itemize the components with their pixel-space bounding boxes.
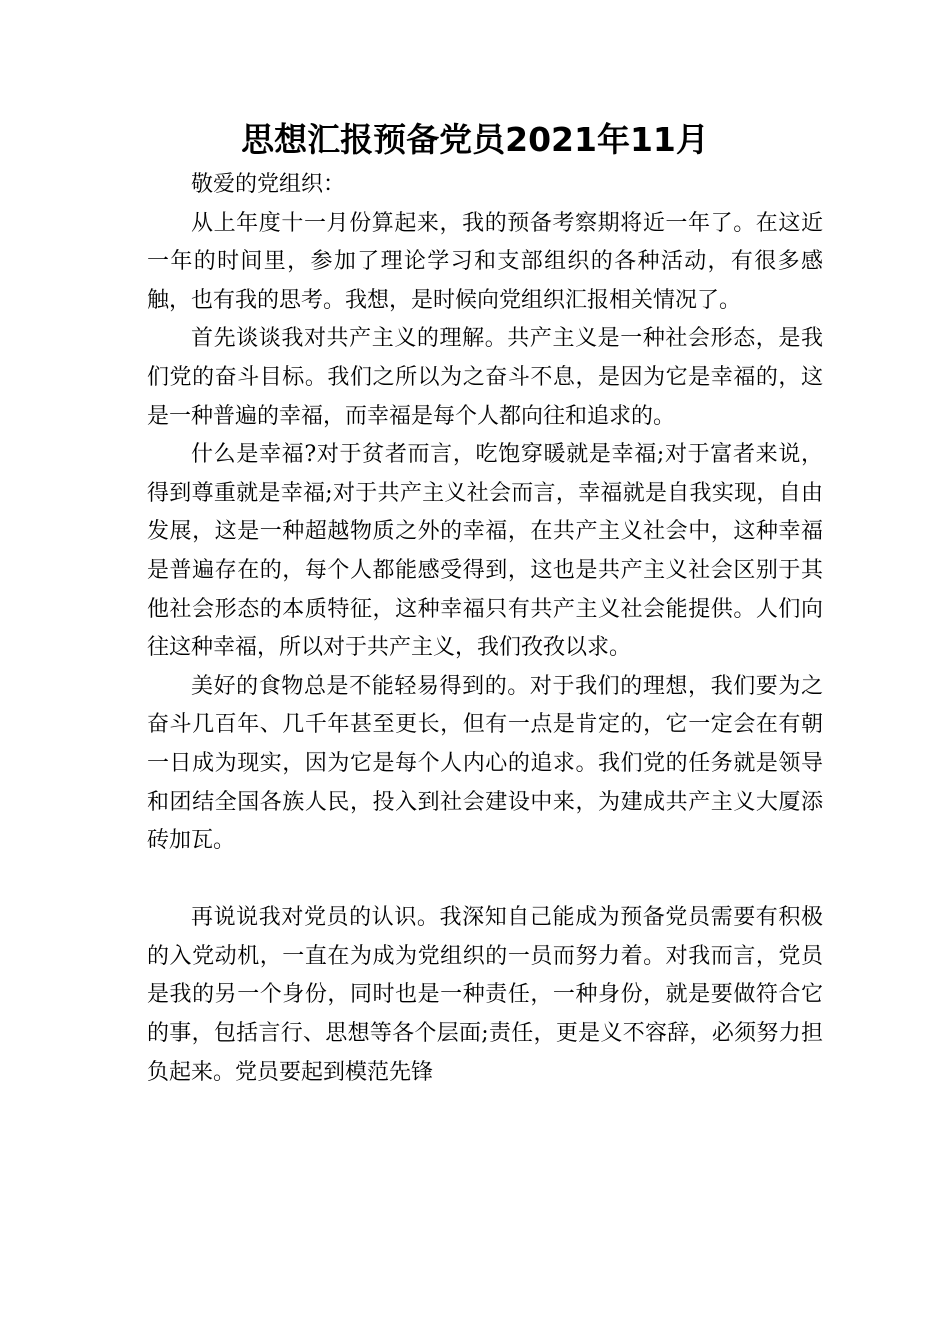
paragraph-1: 从上年度十一月份算起来，我的预备考察期将近一年了。在这近一年的时间里，参加了理论学习和支部组织的各种活动，有很多感触，也有我的思考。我想，是时候向党组织汇报相关情况了。	[147, 210, 823, 313]
paragraph-5: 再说说我对党员的认识。我深知自己能成为预备党员需要有积极的入党动机，一直在为成为党组织的一员而努力着。对我而言，党员是我的另一个身份，同时也是一种责任，一种身份，就是要做符合它的事，包括言行、思想等各个层面;责任，更是义不容辞，必须努力担负起来。党员要起到模范先锋	[147, 905, 823, 1085]
paragraph-spacer	[147, 861, 823, 900]
salutation: 敬爱的党组织：	[191, 172, 346, 197]
document-title: 思想汇报预备党员2021年11月	[241, 120, 709, 159]
paragraph-2: 首先谈谈我对共产主义的理解。共产主义是一种社会形态，是我们党的奋斗目标。我们之所以为之奋斗不息，是因为它是幸福的，这是一种普遍的幸福，而幸福是每个人都向往和追求的。	[147, 326, 823, 429]
paragraph-4: 美好的食物总是不能轻易得到的。对于我们的理想，我们要为之奋斗几百年、几千年甚至更长，但有一点是肯定的，它一定会在有朝一日成为现实，因为它是每个人内心的追求。我们党的任务就是领导和团结全国各族人民，投入到社会建设中来，为建成共产主义大厦添砖加瓦。	[147, 673, 823, 854]
document-body	[147, 166, 823, 1092]
paragraph-3: 什么是幸福?对于贫者而言，吃饱穿暖就是幸福;对于富者来说，得到尊重就是幸福;对于共产主义社会而言，幸福就是自我实现，自由发展，这是一种超越物质之外的幸福，在共产主义社会中，这种幸福是普遍存在的，每个人都能感受得到，这也是共产主义社会区别于其他社会形态的本质特征，这种幸福只有共产主义社会能提供。人们向往这种幸福，所以对于共产主义，我们孜孜以求。	[147, 442, 823, 661]
